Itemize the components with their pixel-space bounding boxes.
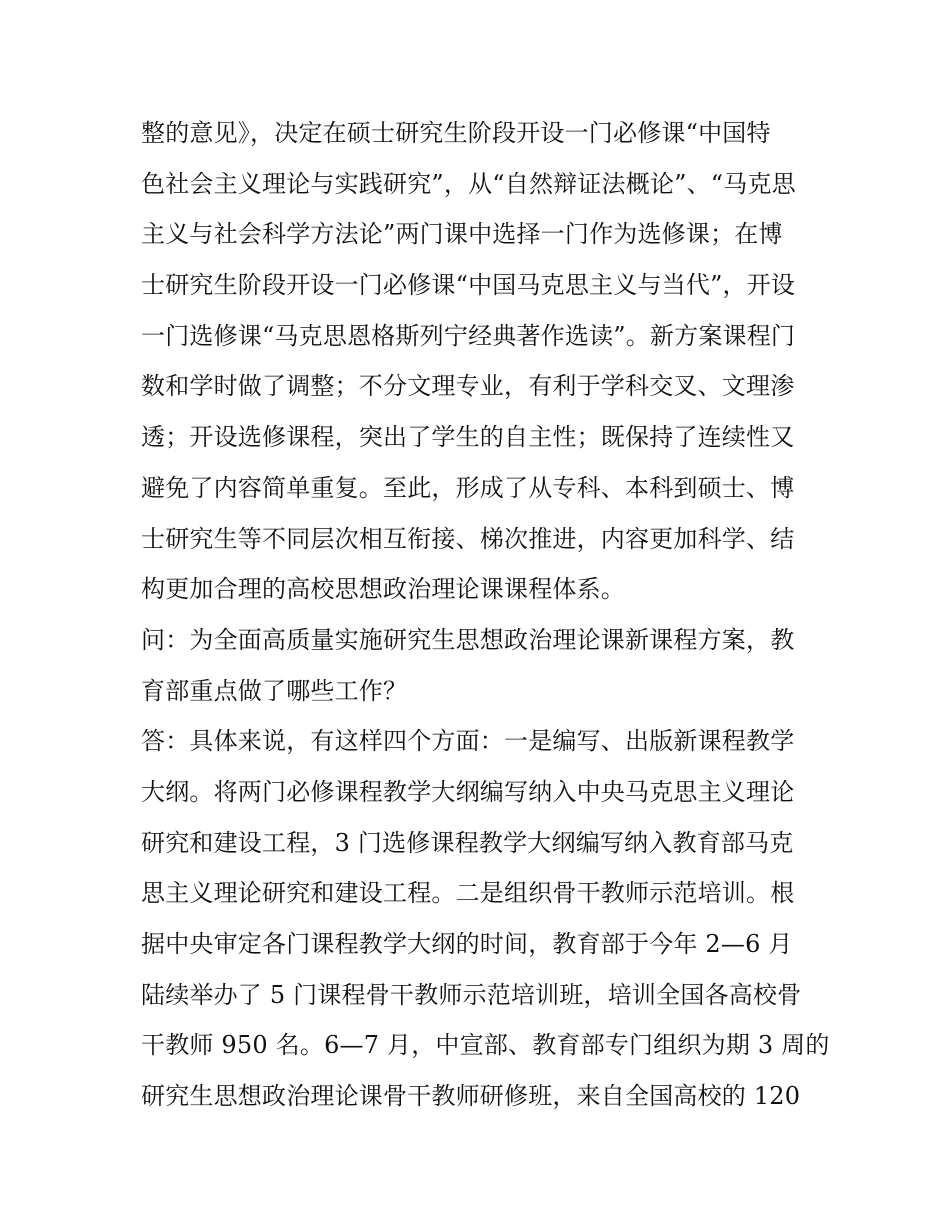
text-line: 士研究生阶段开设一门必修课“中国马克思主义与当代”，开设: [141, 271, 796, 300]
answer-line: 研究和建设工程，3 门选修课程教学大纲编写纳入教育部马克: [141, 828, 794, 857]
text-line: 主义与社会科学方法论”两门课中选择一门作为选修课；在博: [141, 220, 783, 249]
answer-line: 研究生思想政治理论课骨干教师研修班，来自全国高校的 120: [141, 1082, 801, 1111]
text-line: 整的意见》，决定在硕士研究生阶段开设一门必修课“中国特: [141, 119, 771, 147]
text-line: 数和学时做了调整；不分文理专业，有利于学科交叉、文理渗: [141, 372, 795, 401]
text-line: 色社会主义理论与实践研究”，从“自然辩证法概论”、“马克思: [141, 169, 796, 198]
answer-line: 据中央审定各门课程教学大纲的时间，教育部于今年 2—6 月: [141, 930, 793, 958]
answer-line: 陆续举办了 5 门课程骨干教师示范培训班，培训全国各高校骨: [141, 980, 802, 1009]
text-line: 一门选修课“马克思恩格斯列宁经典著作选读”。新方案课程门: [141, 321, 796, 350]
text-line: 避免了内容简单重复。至此，形成了从专科、本科到硕士、博: [141, 473, 795, 502]
question-line: 育部重点做了哪些工作？: [141, 676, 408, 705]
text-line: 透；开设选修课程，突出了学生的自主性；既保持了连续性又: [141, 423, 795, 452]
question-line: 问：为全面高质量实施研究生思想政治理论课新课程方案，教: [141, 625, 795, 654]
answer-line: 大纲。将两门必修课程教学大纲编写纳入中央马克思主义理论: [141, 777, 795, 806]
answer-line: 干教师 950 名。6—7 月，中宣部、教育部专门组织为期 3 周的: [141, 1031, 830, 1060]
text-line: 构更加合理的高校思想政治理论课课程体系。: [141, 575, 625, 604]
text-line: 士研究生等不同层次相互衔接、梯次推进，内容更加科学、结: [141, 524, 795, 553]
body-text: [141, 108, 830, 1122]
answer-line: 答：具体来说，有这样四个方面：一是编写、出版新课程教学: [141, 727, 795, 756]
answer-line: 思主义理论研究和建设工程。二是组织骨干教师示范培训。根: [141, 879, 795, 908]
